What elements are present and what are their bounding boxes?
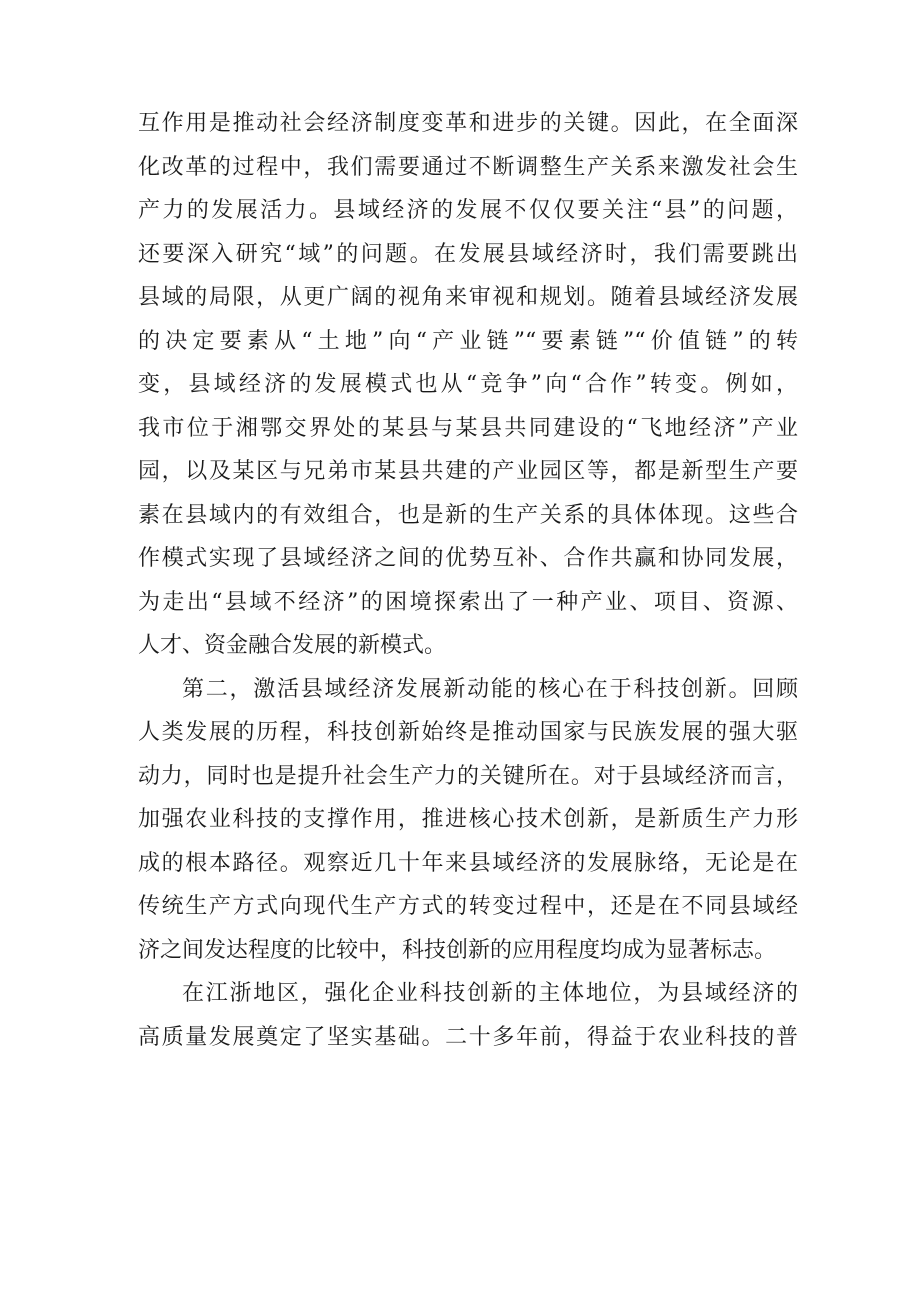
paragraph-1-line-2: 化改革的过程中，我们需要通过不断调整生产关系来激发社会生 <box>138 154 798 180</box>
paragraph-1-line-12: 为走出“县域不经济”的困境探索出了一种产业、项目、资源、 <box>138 589 798 615</box>
paragraph-2-line-4: 加强农业科技的支撑作用，推进核心技术创新，是新质生产力形 <box>138 807 798 832</box>
paragraph-1-line-4: 还要深入研究“域”的问题。在发展县域经济时，我们需要跳出 <box>138 241 798 267</box>
paragraph-1-line-11: 作模式实现了县域经济之间的优势互补、合作共赢和协同发展， <box>138 546 798 571</box>
paragraph-2-line-2: 人类发展的历程，科技创新始终是推动国家与民族发展的强大驱 <box>138 720 798 745</box>
paragraph-2-line-3: 动力，同时也是提升社会生产力的关键所在。对于县域经济而言， <box>138 763 798 789</box>
paragraph-2-line-1: 第二，激活县域经济发展新动能的核心在于科技创新。回顾 <box>182 676 798 702</box>
paragraph-1-line-10: 素在县域内的有效组合，也是新的生产关系的具体体现。这些合 <box>138 502 798 528</box>
body-text <box>138 102 798 1059</box>
paragraph-1-line-5: 县域的局限，从更广阔的视角来审视和规划。随着县域经济发展 <box>138 285 798 310</box>
paragraph-2-line-6: 传统生产方式向现代生产方式的转变过程中，还是在不同县域经 <box>138 894 798 919</box>
paragraph-1-line-3: 产力的发展活力。县域经济的发展不仅仅要关注“县”的问题， <box>138 198 798 223</box>
paragraph-1-line-1: 互作用是推动社会经济制度变革和进步的关键。因此，在全面深 <box>138 111 798 136</box>
paragraph-1-line-8: 我市位于湘鄂交界处的某县与某县共同建设的“飞地经济”产业 <box>138 415 798 441</box>
paragraph-1-line-7: 变，县域经济的发展模式也从“竞争”向“合作”转变。例如， <box>138 372 798 397</box>
paragraph-1-line-13: 人才、资金融合发展的新模式。 <box>138 633 447 658</box>
paragraph-3-line-2: 高质量发展奠定了坚实基础。二十多年前，得益于农业科技的普 <box>138 1024 798 1050</box>
paragraph-2-line-5: 成的根本路径。观察近几十年来县域经济的发展脉络，无论是在 <box>138 850 798 876</box>
paragraph-2-line-7: 济之间发达程度的比较中，科技创新的应用程度均成为显著标志。 <box>138 937 777 963</box>
paragraph-1-line-9: 园，以及某区与兄弟市某县共建的产业园区等，都是新型生产要 <box>138 459 798 484</box>
paragraph-1-line-6: 的决定要素从“土地”向“产业链”“要素链”“价值链”的转 <box>138 328 798 354</box>
paragraph-3-line-1: 在江浙地区，强化企业科技创新的主体地位，为县域经济的 <box>182 981 798 1006</box>
